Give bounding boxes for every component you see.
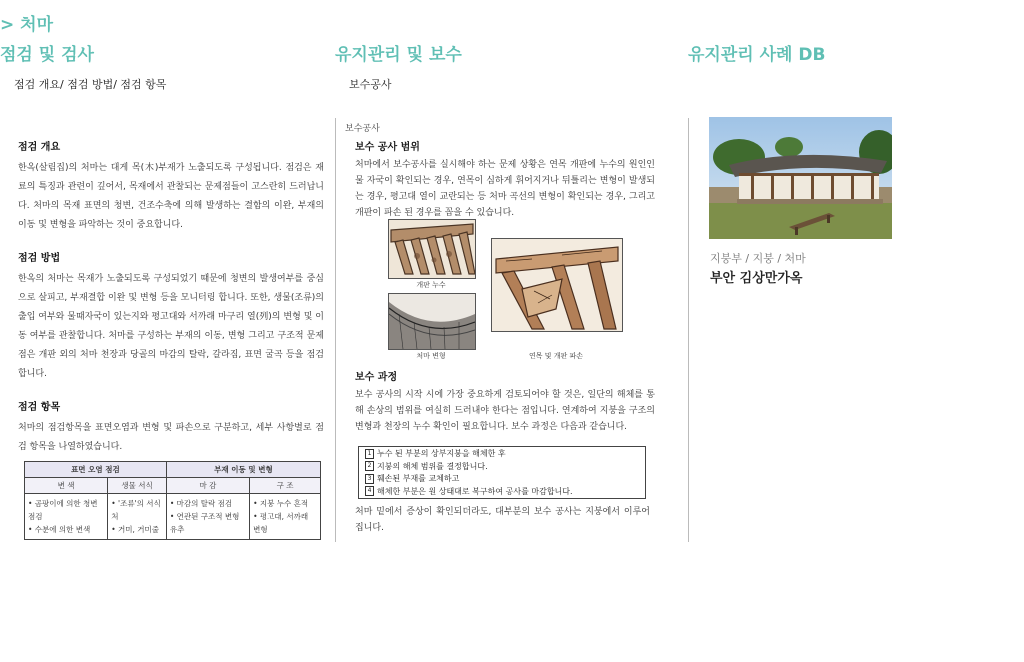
closing-text: 처마 밑에서 증상이 확인되더라도, 대부분의 보수 공사는 지붕에서 이루어집니다. (355, 507, 650, 533)
scope-heading: 보수 공사 범위 (355, 142, 420, 153)
eave-board-leak-sketch (388, 219, 476, 279)
table-subheader-structure: 구 조 (250, 478, 321, 494)
overview-heading: 점검 개요 (18, 142, 61, 153)
section-title-repair[interactable]: 유지관리 및 보수 (335, 45, 462, 65)
table-cell: • 곰팡이에 의한 청변 점검 • 수분에 의한 변색 (25, 494, 108, 540)
overview-text: 한옥(살림집)의 처마는 대게 목(木)부재가 노출되도록 구성됩니다. 점검은 재료의 특징과 관련이 깊어서, 목재에서 관찰되는 문제점들이 고스란히 드러납니다. 처마의 목재 표면의 청변, 건조수축에 의해 발생하는 결함의 이완, 부재의 이동 및 변형을 파악하는 것이 중요합니다. (18, 163, 324, 230)
table-cell: • 지붕 누수 흔적 • 평고대, 서까래 변형 (250, 494, 321, 540)
caption-eave-deformation: 처마 변형 (416, 352, 446, 360)
list-item: 3 훼손된 부재를 교체하고 (365, 473, 639, 486)
repair-document (345, 121, 655, 221)
inspection-document (18, 138, 324, 540)
table-subheader-biological: 생물 서식 (108, 478, 167, 494)
inspection-items-table (24, 461, 321, 540)
items-heading: 점검 항목 (18, 402, 61, 413)
rafter-board-damage-sketch (491, 238, 623, 332)
repair-steps-box (358, 446, 646, 499)
case-photo[interactable] (709, 117, 892, 239)
list-item: 4 해체한 부분은 원 상태대로 복구하여 공사를 마감합니다. (365, 486, 639, 499)
table-subheader-discoloration: 변 색 (25, 478, 108, 494)
repair-label: 보수공사 (345, 124, 380, 134)
section-subtitle-repair[interactable]: 보수공사 (349, 78, 392, 91)
caption-board-leak: 개판 누수 (416, 281, 446, 289)
list-item: 2 지붕의 해체 범위를 결정합니다. (365, 461, 639, 474)
column-divider-left (335, 118, 336, 542)
section-subtitle-inspection[interactable]: 점검 개요/ 점검 방법/ 점검 항목 (14, 78, 167, 91)
case-category: 지붕부 / 지붕 / 처마 (710, 252, 806, 265)
table-subheader-finish: 마 감 (166, 478, 249, 494)
items-text: 처마의 점검항목을 표면오염과 변형 및 파손으로 구분하고, 세부 사항별로 점검 항목을 나열하였습니다. (18, 423, 324, 452)
table-cell: • 마감의 탈락 점검 • 연관된 구조적 변형 유추 (166, 494, 249, 540)
table-group-header-surface: 표면 오염 점검 (25, 462, 167, 478)
repair-process-block (345, 368, 655, 435)
column-divider-right (688, 118, 689, 542)
case-title-link[interactable]: 부안 김상만가옥 (710, 271, 803, 286)
process-text: 보수 공사의 시작 시에 가장 중요하게 검토되어야 할 것은, 일단의 해체를 통해 손상의 범위를 여실히 드러내야 한다는 점입니다. 연계하여 지붕을 구조의 변형과 천장의 누수 확인이 필요합니다. 보수 과정은 다음과 같습니다. (355, 390, 655, 432)
list-item: 1 누수 된 부분의 상부지붕을 해체한 후 (365, 448, 639, 461)
caption-rafter-damage: 연목 및 개판 파손 (528, 352, 583, 360)
method-text: 한옥의 처마는 목재가 노출되도록 구성되었기 때문에 청변의 발생여부를 중심으로 살피고, 부재결합 이완 및 변형 등을 모니터링 합니다. 또한, 생물(조류)의 출입 여부와 물때자국이 있는지와 평고대와 서까래 마구리 열(列)의 변형 및 이동 여부를 관찰합니다. 처마를 구성하는 부재의 이동, 변형 그리고 구조적 문제점은 개판 외의 처마 천장과 당골의 마감의 탈락, 갈라짐, 표면 굴곡 등을 점검합니다. (18, 274, 324, 379)
method-heading: 점검 방법 (18, 253, 61, 264)
scope-text: 처마에서 보수공사를 실시해야 하는 문제 상황은 연목 개판에 누수의 원인인 물 자국이 확인되는 경우, 연목이 심하게 휘어지거나 뒤틀리는 변형이 발생되는 경우, 평고대 열이 교란되는 등 처마 곡선의 변형이 확인되는 경우, 그리고 개판이 파손 된 경우를 꼽을 수 있습니다. (355, 160, 655, 218)
table-row (25, 494, 321, 540)
table-cell: • '조류'의 서식처 • 거미, 거미줄 (108, 494, 167, 540)
table-group-header-deformation: 부재 이동 및 변형 (166, 462, 320, 478)
eave-deformation-sketch (388, 293, 476, 350)
breadcrumb[interactable]: > 처마 (0, 15, 54, 35)
process-heading: 보수 과정 (355, 372, 398, 383)
section-title-cases[interactable]: 유지관리 사례 DB (688, 45, 826, 65)
section-title-inspection[interactable]: 점검 및 검사 (0, 45, 94, 65)
